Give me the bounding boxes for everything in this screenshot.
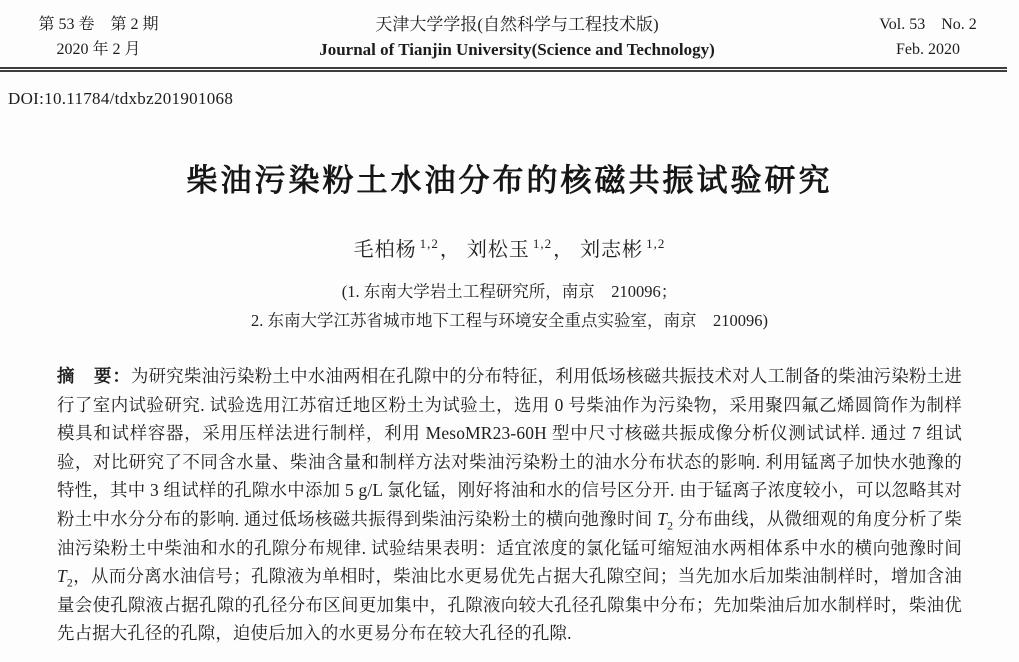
header-volume-issue-en [843,12,1013,62]
author-separator: ， [439,239,461,261]
author-name: 毛柏杨 [353,239,417,261]
author-affiliation-superscript: 1,2 [419,236,439,252]
abstract-segment: 2 [66,575,73,590]
header-journal-name [191,12,843,62]
abstract-paragraph [57,362,962,648]
abstract-segment: T [57,566,67,587]
affiliation-line-2: 2. 东南大学江苏省城市地下工程与环境安全重点实验室，南京 210096) [251,311,768,330]
volume-issue-line: 第 53 卷 第 2 期 [38,16,159,33]
abstract-segment: 2 [667,518,674,533]
author-affiliation-superscript: 1,2 [532,236,553,252]
affiliation-line-1: (1. 东南大学岩土工程研究所，南京 210096； [341,282,678,301]
article-title: 柴油污染粉土水油分布的核磁共振试验研究 [186,163,833,198]
author-separator: ， [553,239,575,261]
abstract-segment: 分布曲线，从微细观的角度分析了柴油污染粉土中柴油和水的孔隙分布规律. 试验结果表明：适宜浓度的氯化锰可缩短油水两相体系中水的横向弛豫时间 [57,508,962,558]
author-name: 刘志彬 [580,239,644,261]
authors-line [0,233,1019,262]
author-affiliation-superscript: 1,2 [646,236,666,252]
abstract-label: 摘 要： [57,366,131,386]
date-line-cn: 2020 年 2 月 [56,41,141,58]
journal-name-cn: 天津大学学报(自然科学与工程技术版) [375,15,659,34]
date-line-en: Feb. 2020 [896,41,960,58]
author-name: 刘松玉 [466,239,530,261]
affiliations-block [0,277,1019,335]
volume-issue-line-en: Vol. 53 No. 2 [879,16,977,33]
journal-name-en: Journal of Tianjin University(Science and Technology) [319,40,715,59]
header-divider [0,67,1007,72]
journal-header [0,10,1019,62]
header-volume-issue-cn [6,12,191,62]
abstract-segment: ，从而分离水油信号；孔隙液为单相时，柴油比水更易优先占据大孔隙空间；当先加水后加柴油制样时，增加含油量会使孔隙液占据孔隙的孔径分布区间更加集中，孔隙液向较大孔径孔隙集中分布；先加柴油后加水制样时，柴油优先占据大孔径的孔隙，迫使后加入的水更易分布在较大孔径的孔隙. [57,566,962,644]
doi-line: DOI:10.11784/tdxbz201901068 [8,89,234,108]
abstract-segment: T [657,508,668,529]
abstract-segment: 为研究柴油污染粉土中水油两相在孔隙中的分布特征，利用低场核磁共振技术对人工制备的柴油污染粉土进行了室内试验研究. 试验选用江苏宿迁地区粉土为试验土，选用 0 号柴油作为污染物，采用聚四氟乙烯圆筒作为制样模具和试样容器，采用压样法进行制样，利用 MesoMR23-60H 型中尺寸核磁共振成像分析仪测试试样. 通过 7 组试验，对比研究了不同含水量、柴油含量和制样方法对柴油污染粉土的油水分布状态的影响. 利用锰离子加快水弛豫的特性，其中 3 组试样的孔隙水中添加 5 g/L 氯化锰，刚好将油和水的信号区分开. 由于锰离子浓度较小，可以忽略其对粉土中水分分布的影响. 通过低场核磁共振得到柴油污染粉土的横向弛豫时间 [57,366,962,529]
